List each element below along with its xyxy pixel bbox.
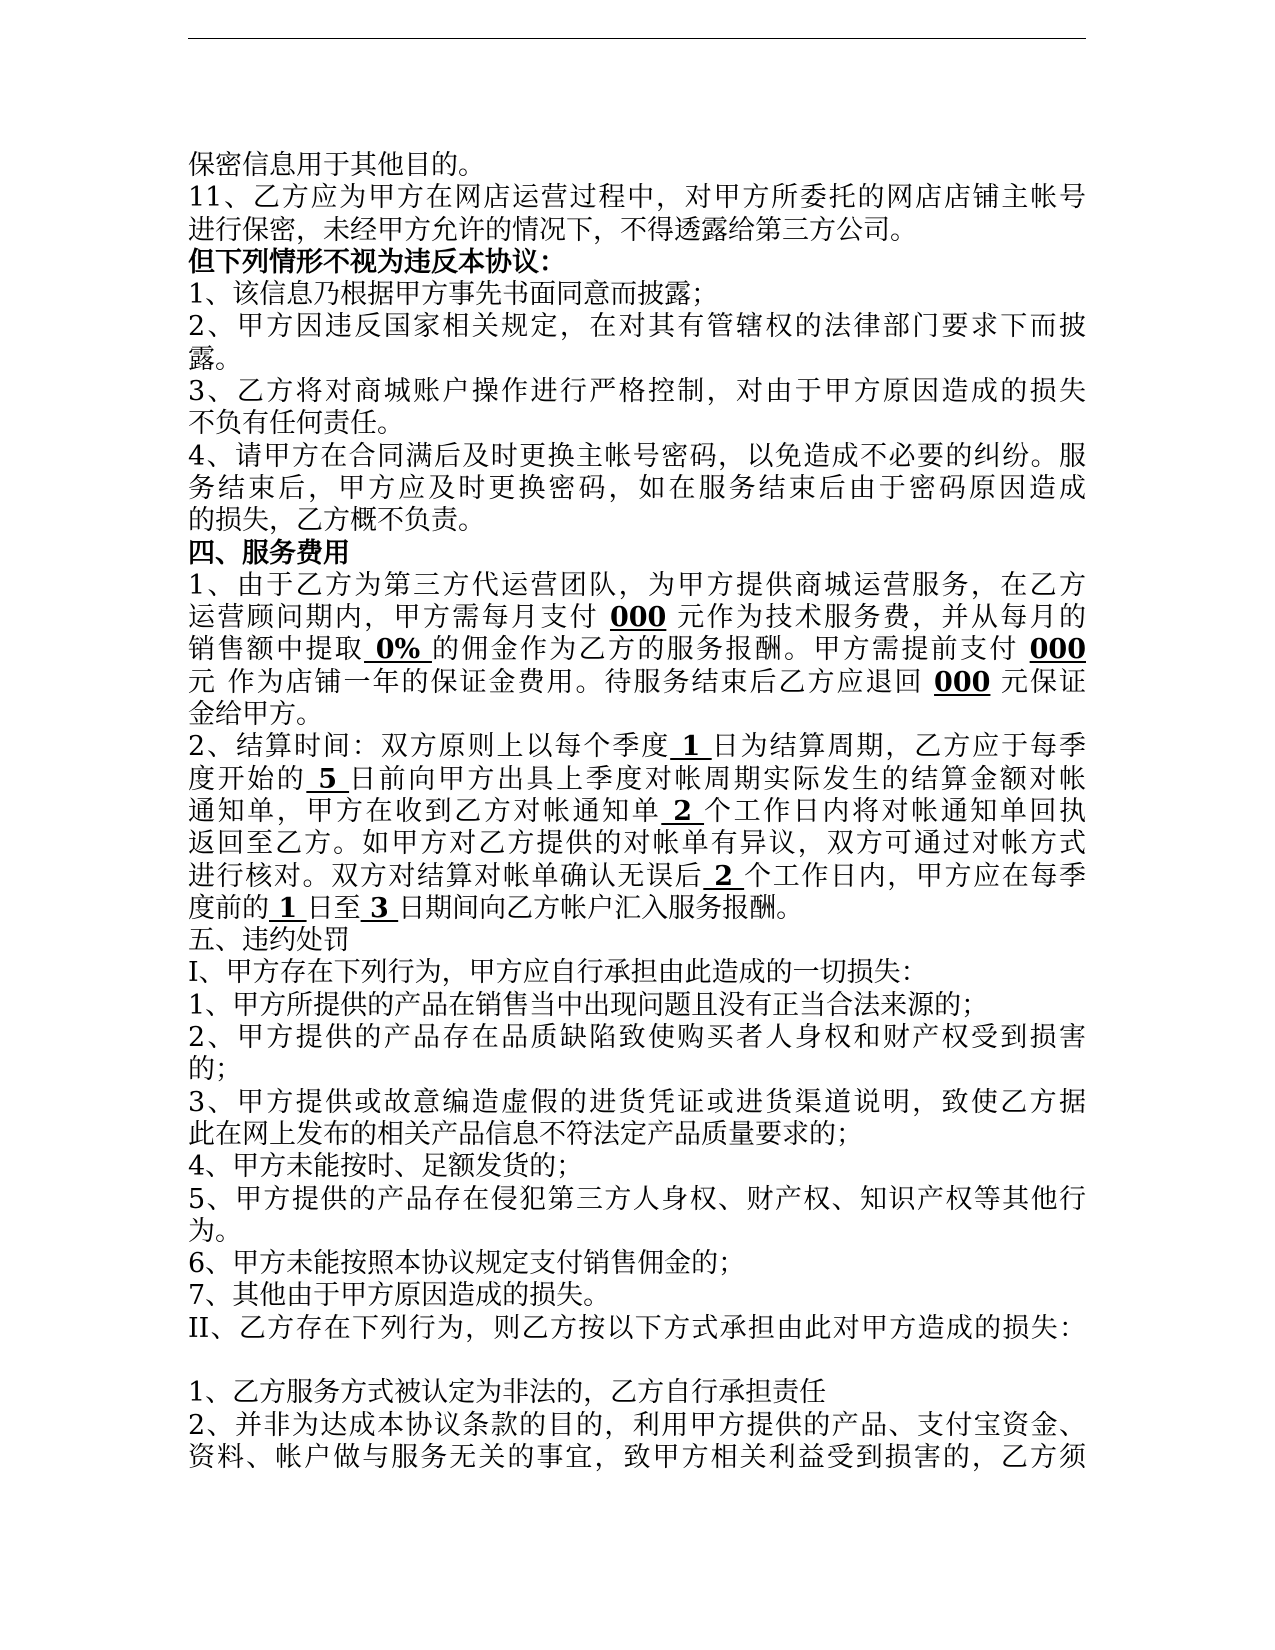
section-heading: [188, 538, 1086, 570]
text-line: [188, 1280, 1086, 1312]
fill-in-value: 5: [306, 763, 350, 795]
text-run: 此在网上发布的相关产品信息不符法定产品质量要求的；: [188, 1118, 863, 1150]
text-line: [188, 667, 1086, 699]
text-run: 金给甲方。: [188, 699, 323, 731]
text-line: [188, 828, 1086, 860]
text-line: [188, 925, 1086, 957]
header-rule: [188, 38, 1086, 39]
text-run: 元作为技术服务费，并从每月的: [666, 602, 1086, 634]
text-line: [188, 1119, 1086, 1151]
blank-line: [188, 1345, 1086, 1377]
text-run: 进行核对。双方对结算对帐单确认无误后: [188, 860, 704, 892]
text-run: 4、请甲方在合同满后及时更换主帐号密码，以免造成不必要的纠纷。服: [188, 440, 1086, 472]
text-run: 1、由于乙方为第三方代运营团队，为甲方提供商城运营服务，在乙方: [188, 569, 1086, 601]
text-run: 7、其他由于甲方原因造成的损失。: [188, 1280, 611, 1312]
text-line: [188, 1442, 1086, 1474]
text-line: [188, 1216, 1086, 1248]
fill-in-value: 3: [360, 892, 399, 924]
text-line: [188, 376, 1086, 408]
text-line: [188, 408, 1086, 440]
text-run: 度前的: [188, 892, 269, 924]
text-line: [188, 505, 1086, 537]
text-run: 元保证: [990, 666, 1086, 698]
text-line: [188, 764, 1086, 796]
text-line: [188, 215, 1086, 247]
text-run: 通知单，甲方在收到乙方对帐通知单: [188, 795, 662, 827]
text-run: 6、甲方未能按照本协议规定支付销售佣金的；: [188, 1248, 746, 1280]
text-run: 露。: [188, 343, 242, 375]
text-run: 五、违约处罚: [188, 925, 350, 957]
text-run: 资料、帐户做与服务无关的事宜，致甲方相关利益受到损害的，乙方须: [188, 1441, 1086, 1473]
fill-in-value: 000: [609, 602, 667, 634]
text-line: [188, 796, 1086, 828]
text-line: [188, 1022, 1086, 1054]
text-run: 为。: [188, 1215, 242, 1247]
text-line: [188, 150, 1086, 182]
text-run: 务结束后，甲方应及时更换密码，如在服务结束后由于密码原因造成: [188, 472, 1086, 504]
text-run: 3、乙方将对商城账户操作进行严格控制，对由于甲方原因造成的损失: [188, 376, 1086, 408]
text-run: 1、甲方所提供的产品在销售当中出现问题且没有正当合法来源的；: [188, 989, 989, 1021]
text-run: 保密信息用于其他目的。: [188, 150, 485, 181]
fill-in-value: 000: [1029, 634, 1086, 666]
text-run: 4、甲方未能按时、足额发货的；: [188, 1151, 584, 1183]
text-line: [188, 1313, 1086, 1345]
text-line: [188, 634, 1086, 666]
text-line: [188, 570, 1086, 602]
text-run: 11、乙方应为甲方在网店运营过程中，对甲方所委托的网店店铺主帐号: [188, 182, 1086, 214]
text-run: 日期间向乙方帐户汇入服务报酬。: [398, 892, 804, 924]
text-line: [188, 1151, 1086, 1183]
text-run: 的佣金作为乙方的服务报酬。甲方需提前支付: [431, 634, 1030, 666]
text-run: 日为结算周期，乙方应于每季: [711, 731, 1086, 763]
text-line: [188, 861, 1086, 893]
text-run: 四、服务费用: [188, 537, 350, 569]
text-line: [188, 699, 1086, 731]
text-line: [188, 957, 1086, 989]
text-line: [188, 1054, 1086, 1086]
text-run: 销售额中提取: [188, 634, 365, 666]
text-run: 个工作日内，甲方应在每季: [744, 860, 1087, 892]
text-run: 5、甲方提供的产品存在侵犯第三方人身权、财产权、知识产权等其他行: [188, 1183, 1086, 1215]
text-line: [188, 893, 1086, 925]
text-run: 1、乙方服务方式被认定为非法的，乙方自行承担责任: [188, 1377, 827, 1409]
text-line: [188, 1248, 1086, 1280]
text-line: [188, 1184, 1086, 1216]
text-line: [188, 990, 1086, 1022]
text-line: [188, 279, 1086, 311]
document-body: [188, 150, 1086, 1474]
text-run: II、乙方存在下列行为，则乙方按以下方式承担由此对甲方造成的损失：: [188, 1312, 1086, 1344]
text-run: 返回至乙方。如甲方对乙方提供的对帐单有异议，双方可通过对帐方式: [188, 828, 1086, 860]
text-run: 不负有任何责任。: [188, 408, 404, 440]
text-line: [188, 311, 1086, 343]
text-line: [188, 473, 1086, 505]
text-line: [188, 182, 1086, 214]
fill-in-value: 0%: [364, 634, 432, 666]
text-line: [188, 1087, 1086, 1119]
fill-in-value: 2: [661, 795, 705, 827]
text-run: 运营顾问期内，甲方需每月支付: [188, 602, 610, 634]
text-run: 元 作为店铺一年的保证金费用。待服务结束后乙方应退回: [188, 666, 935, 698]
text-run: I、甲方存在下列行为，甲方应自行承担由此造成的一切损失：: [188, 957, 928, 989]
text-line: [188, 1410, 1086, 1442]
fill-in-value: 000: [934, 666, 991, 698]
text-run: 日至: [306, 892, 361, 924]
text-line: [188, 441, 1086, 473]
text-run: 个工作日内将对帐通知单回执: [704, 795, 1087, 827]
text-line: [188, 1377, 1086, 1409]
section-heading: [188, 247, 1086, 279]
text-run: 日前向甲方出具上季度对帐周期实际发生的结算金额对帐: [349, 763, 1087, 795]
text-run: 的；: [188, 1054, 242, 1086]
text-run: 度开始的: [188, 763, 307, 795]
fill-in-value: 1: [670, 731, 712, 763]
text-run: 2、甲方提供的产品存在品质缺陷致使购买者人身权和财产权受到损害: [188, 1022, 1086, 1054]
fill-in-value: 2: [703, 860, 745, 892]
text-line: [188, 602, 1086, 634]
text-run: 2、并非为达成本协议条款的目的，利用甲方提供的产品、支付宝资金、: [188, 1409, 1086, 1441]
fill-in-value: 1: [269, 892, 307, 924]
text-line: [188, 344, 1086, 376]
text-run: 2、甲方因违反国家相关规定，在对其有管辖权的法律部门要求下而披: [188, 311, 1086, 343]
text-run: 但下列情形不视为违反本协议：: [188, 246, 566, 278]
text-run: 1、该信息乃根据甲方事先书面同意而披露；: [188, 279, 719, 311]
text-run: 3、甲方提供或故意编造虚假的进货凭证或进货渠道说明，致使乙方据: [188, 1086, 1086, 1118]
text-run: 2、结算时间：双方原则上以每个季度: [188, 731, 671, 763]
text-run: 的损失，乙方概不负责。: [188, 505, 485, 537]
text-line: [188, 731, 1086, 763]
text-run: 进行保密，未经甲方允许的情况下，不得透露给第三方公司。: [188, 214, 917, 246]
